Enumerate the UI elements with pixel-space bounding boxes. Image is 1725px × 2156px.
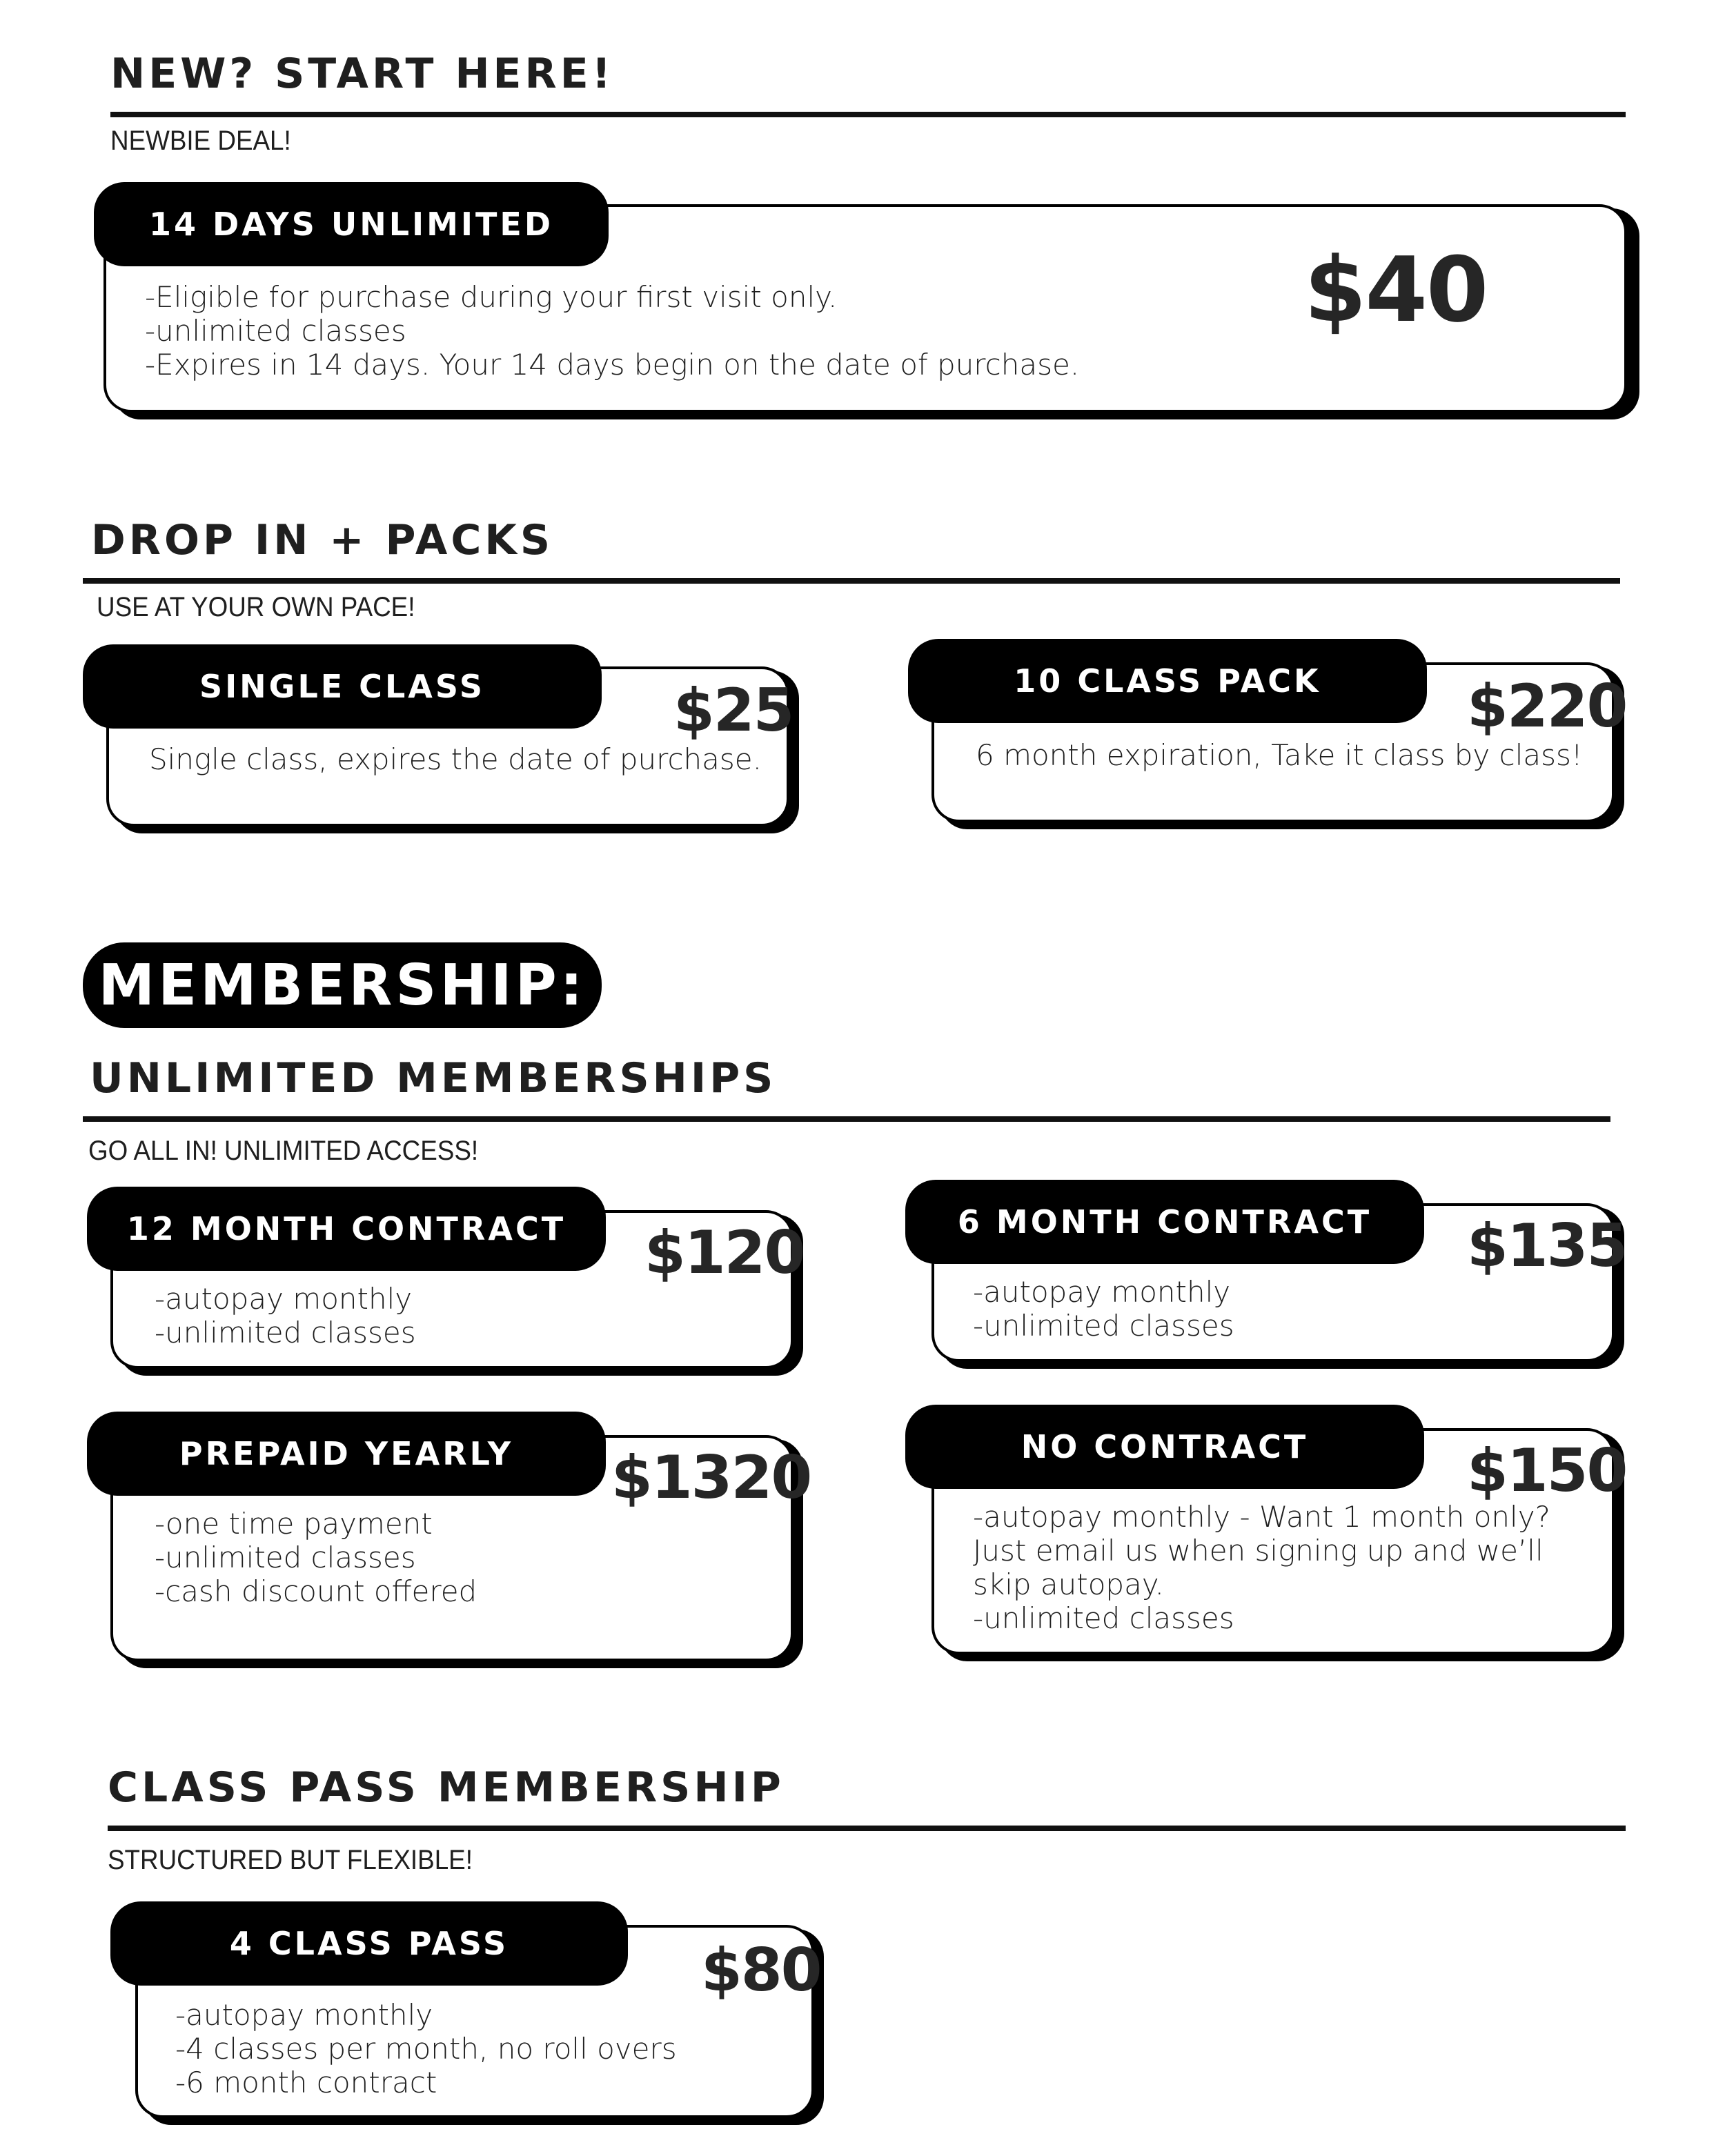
card-description: -autopay monthly -4 classes per month, no roll overs -6 month contract [175, 1998, 677, 2099]
section-title-drop-in: DROP IN + PACKS [91, 516, 554, 564]
card-description: -one time payment -unlimited classes -cash discount offered [155, 1507, 477, 1608]
card-price: $1320 [611, 1443, 811, 1512]
card-description: Single class, expires the date of purchase. [149, 742, 762, 776]
card-price: $150 [1467, 1436, 1627, 1505]
card-description: -autopay monthly -unlimited classes [973, 1275, 1234, 1343]
card-price: $120 [644, 1218, 805, 1287]
plan-pill-4-class-pass: 4 CLASS PASS [110, 1901, 628, 1986]
section-rule-class-pass [108, 1826, 1626, 1831]
plan-pill-12-month-contract: 12 MONTH CONTRACT [87, 1187, 606, 1271]
section-title-newbie: NEW? START HERE! [110, 50, 615, 98]
card-description: -autopay monthly -unlimited classes [155, 1282, 416, 1349]
section-rule-drop-in [83, 578, 1620, 584]
card-price: $25 [673, 676, 793, 745]
section-subtitle-class-pass: STRUCTURED BUT FLEXIBLE! [108, 1845, 473, 1875]
plan-pill-14-days-unlimited: 14 DAYS UNLIMITED [94, 182, 609, 266]
card-price: $80 [701, 1936, 821, 2005]
card-price: $135 [1467, 1211, 1627, 1280]
section-rule-newbie [110, 112, 1626, 117]
section-subtitle-drop-in: USE AT YOUR OWN PACE! [97, 592, 415, 622]
card-price: $40 [1304, 237, 1488, 342]
card-price: $220 [1467, 672, 1627, 741]
plan-pill-no-contract: NO CONTRACT [905, 1405, 1424, 1489]
section-subtitle-newbie: NEWBIE DEAL! [110, 126, 291, 156]
plan-pill-single-class: SINGLE CLASS [83, 644, 602, 729]
card-description: 6 month expiration, Take it class by class! [976, 738, 1583, 772]
section-rule-unlimited [83, 1116, 1610, 1122]
section-title-unlimited: UNLIMITED MEMBERSHIPS [90, 1054, 777, 1102]
card-description: -autopay monthly - Want 1 month only? Just email us when signing up and we’ll skip autopay. -unlimited classes [973, 1500, 1550, 1635]
plan-pill-prepaid-yearly: PREPAID YEARLY [87, 1412, 606, 1496]
plan-pill-10-class-pack: 10 CLASS PACK [908, 639, 1427, 723]
plan-pill-6-month-contract: 6 MONTH CONTRACT [905, 1180, 1424, 1264]
membership-banner: MEMBERSHIP: [83, 942, 602, 1028]
section-subtitle-unlimited: GO ALL IN! UNLIMITED ACCESS! [88, 1136, 479, 1166]
section-title-class-pass: CLASS PASS MEMBERSHIP [108, 1763, 785, 1812]
card-description: -Eligible for purchase during your first visit only. -unlimited classes -Expires in 14 days. Your 14 days begin on the date of purchase. [145, 280, 1080, 382]
